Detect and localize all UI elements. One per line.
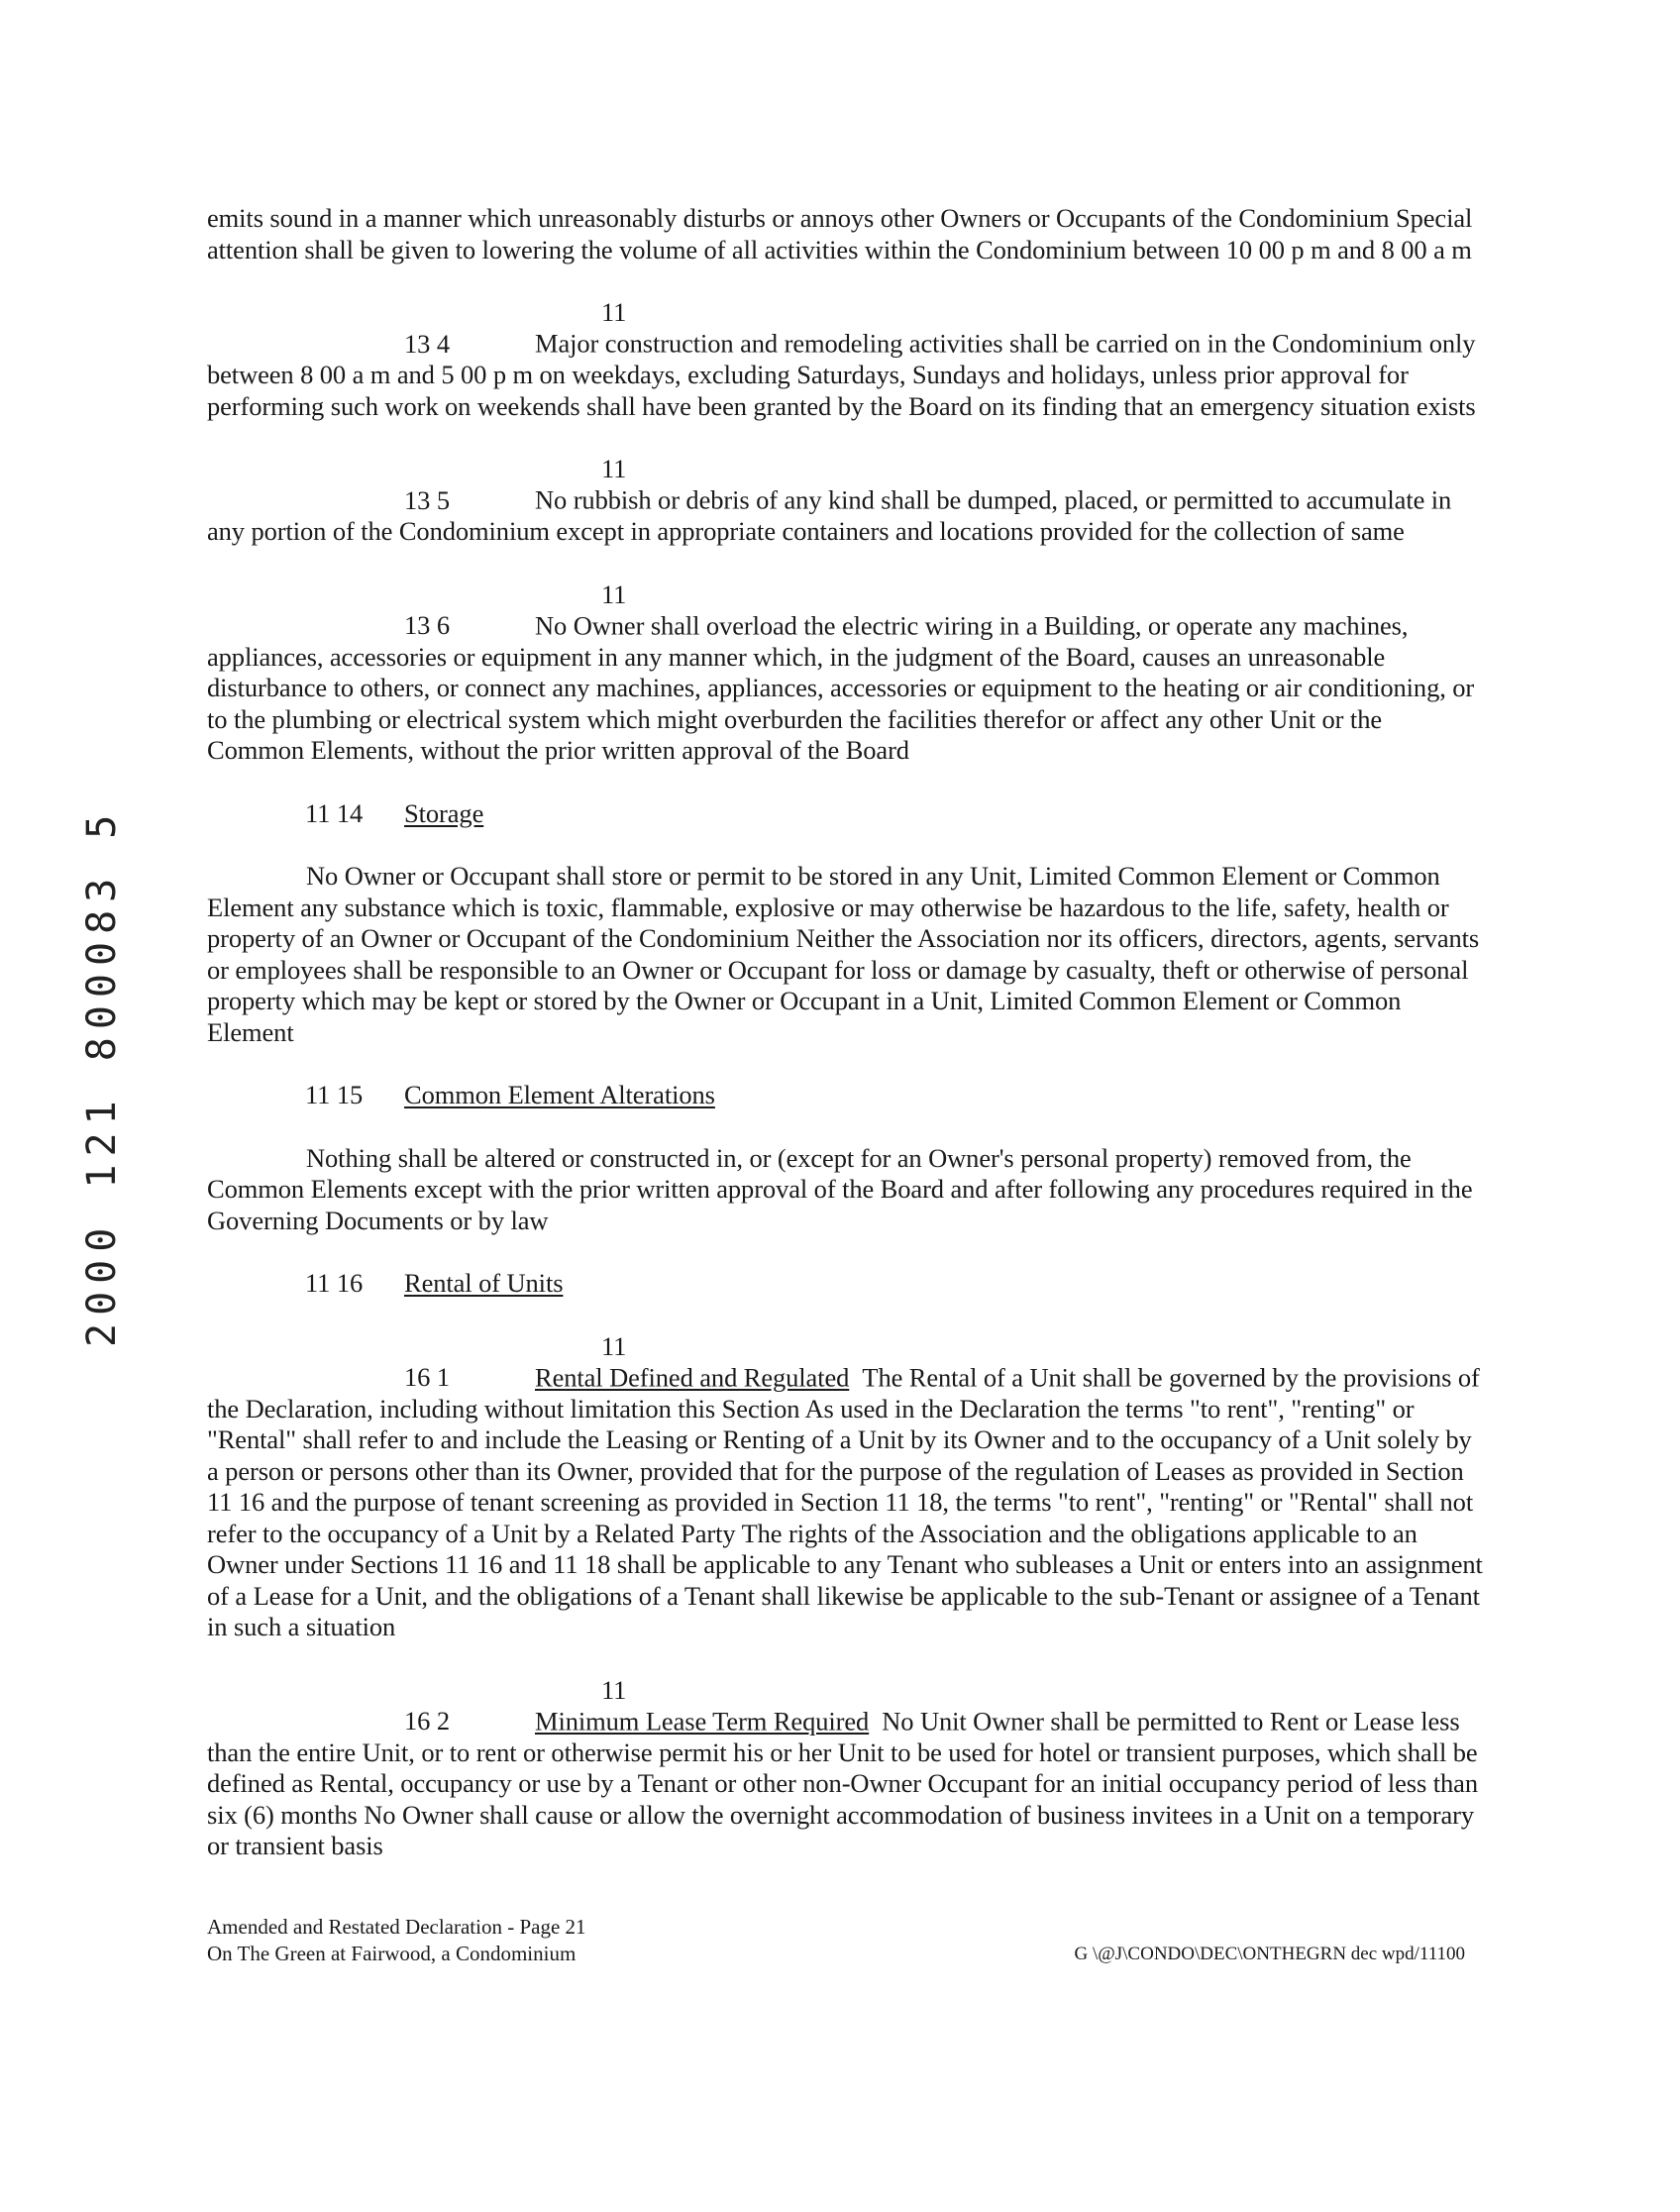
paragraph-alterations: Nothing shall be altered or constructed in, or (except for an Owner's personal property) removed from, the Common Elements except with the prior written approval of the Board and after following any procedures required in the Governing Documents or by law: [207, 1142, 1473, 1235]
section-number: 11 13 5: [404, 454, 627, 515]
paragraph-text: Major construction and remodeling activities shall be carried on in the Condominium only between 8 00 a m and 5 00 p m on weekdays, excluding Saturdays, Sundays and holidays, unless prior approval for performing such work on weekends shall have been granted by the Board on its finding that an emergency situation exists: [207, 328, 1476, 421]
section-number: 11 16 1: [404, 1330, 627, 1392]
section-number: 11 13 4: [404, 297, 627, 359]
footer-title: Amended and Restated Declaration - Page 21: [207, 1915, 586, 1939]
section-heading-rental: [305, 1268, 1485, 1300]
footer-subtitle: On The Green at Fairwood, a Condominium: [207, 1942, 577, 1965]
paragraph-text: No rubbish or debris of any kind shall be dumped, placed, or permitted to accumulate in any portion of the Condominium except in appropriate containers and locations provided for the collection of same: [207, 484, 1452, 546]
paragraph-continuation: emits sound in a manner which unreasonably disturbs or annoys other Owners or Occupants of the Condominium Special attention shall be given to lowering the volume of all activities within the Condominium between 10 00 p m and 8 00 a m: [207, 203, 1473, 264]
document-body: [207, 203, 1485, 1862]
paragraph-11-13-4: [207, 297, 1485, 422]
section-number: 11 14: [305, 797, 364, 828]
section-title: Common Element Alterations: [404, 1080, 715, 1109]
paragraph-11-16-1: [207, 1331, 1485, 1643]
footer-file-path: G \@J\CONDO\DEC\ONTHEGRN dec wpd/11100: [1074, 1944, 1465, 1964]
page-footer: [207, 1914, 1465, 1967]
paragraph-text: No Unit Owner shall be permitted to Rent or Lease less than the entire Unit, or to rent or otherwise permit his or her Unit to be used for hotel or transient purposes, which shall be defined as Rental, occupancy or use by a Tenant or other non-Owner Occupant for an initial occupancy period of less than six (6) months No Owner shall cause or allow the overnight accommodation of business invitees in a Unit on a temporary or transient basis: [207, 1706, 1478, 1860]
paragraph-storage: No Owner or Occupant shall store or permit to be stored in any Unit, Limited Common Element or Common Element any substance which is toxic, flammable, explosive or may otherwise be hazardous to the life, safety, health or property of an Owner or Occupant of the Condominium Neither the Association nor its officers, directors, agents, servants or employees shall be responsible to an Owner or Occupant for loss or damage by casualty, theft or otherwise of personal property which may be kept or stored by the Owner or Occupant in a Unit, Limited Common Element or Common Element: [207, 861, 1480, 1047]
section-title: Storage: [404, 797, 484, 828]
section-heading-storage: [305, 798, 1485, 830]
recording-number-stamp: 2000 121 800083 5: [79, 806, 125, 1347]
paragraph-text: No Owner shall overload the electric wiring in a Building, or operate any machines, appliances, accessories or equipment in any manner which, in the judgment of the Board, causes an unreasonable disturbance to others, or connect any machines, appliances, accessories or equipment to the heating or air conditioning, or to the plumbing or electrical system which might overburden the facilities therefor or affect any other Unit or the Common Elements, without the prior written approval of the Board: [207, 610, 1475, 765]
section-number: 11 15: [305, 1080, 364, 1109]
paragraph-title: Rental Defined and Regulated: [535, 1362, 850, 1392]
section-number: 11 16 2: [404, 1674, 627, 1736]
section-heading-alterations: [305, 1080, 1485, 1111]
paragraph-11-16-2: [207, 1675, 1485, 1862]
section-title: Rental of Units: [404, 1268, 564, 1298]
paragraph-title: Minimum Lease Term Required: [535, 1706, 870, 1736]
section-number: 11 13 6: [404, 579, 627, 640]
paragraph-11-13-6: [207, 579, 1485, 767]
paragraph-11-13-5: [207, 454, 1485, 548]
section-number: 11 16: [305, 1268, 364, 1298]
paragraph-text: The Rental of a Unit shall be governed by the provisions of the Declaration, including without limitation this Section As used in the Declaration the terms "to rent", "renting" or "Rental" shall refer to and include the Leasing or Renting of a Unit by its Owner and to the occupancy of a Unit solely by a person or persons other than its Owner, provided that for the purpose of the regulation of Leases as provided in Section 11 16 and the purpose of tenant screening as provided in Section 11 18, the terms "to rent", "renting" or "Rental" shall not refer to the occupancy of a Unit by a Related Party The rights of the Association and the obligations applicable to an Owner under Sections 11 16 and 11 18 shall be applicable to any Tenant who subleases a Unit or enters into an assignment of a Lease for a Unit, and the obligations of a Tenant shall likewise be applicable to the sub-Tenant or assignee of a Tenant in such a situation: [207, 1362, 1483, 1641]
